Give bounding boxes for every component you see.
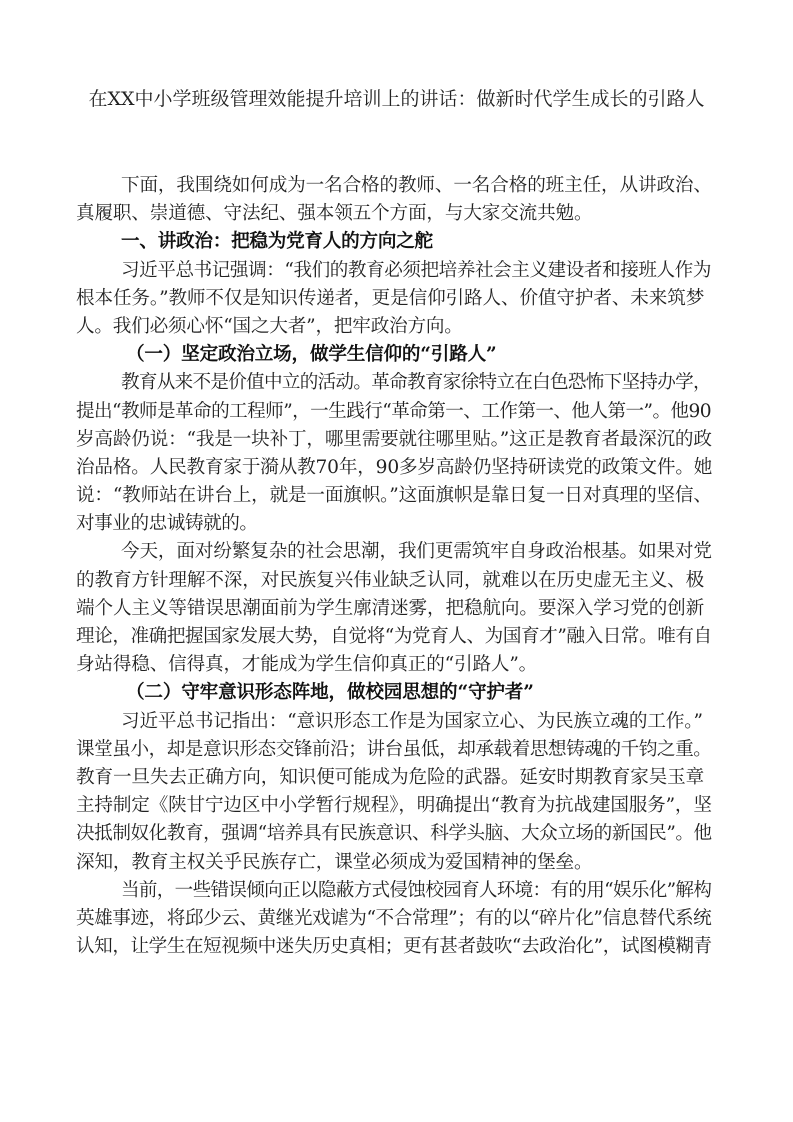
section-heading: 一、讲政治：把稳为党育人的方向之舵 — [121, 231, 433, 253]
paragraph-line: 今天，面对纷繁复杂的社会思潮，我们更需筑牢自身政治根基。如果对党 — [121, 541, 712, 563]
paragraph-line: 的教育方针理解不深，对民族复兴伟业缺乏认同，就难以在历史虚无主义、极 — [76, 569, 705, 591]
paragraph-line: 英雄事迹，将邱少云、黄继光戏谑为“不合常理”；有的以“碎片化”信息替代系统 — [76, 907, 712, 929]
subsection-heading: （一）坚定政治立场，做学生信仰的“引路人” — [126, 344, 497, 366]
paragraph-line: 提出“教师是革命的工程师”，一生践行“革命第一、工作第一、他人第一”。他90 — [76, 400, 712, 422]
paragraph-line: 深知，教育主权关乎民族存亡，课堂必须成为爱国精神的堡垒。 — [76, 851, 593, 873]
subsection-heading: （二）守牢意识形态阵地，做校园思想的“守护者” — [126, 682, 534, 704]
paragraph-line: 根本任务。”教师不仅是知识传递者，更是信仰引路人、价值守护者、未来筑梦 — [76, 287, 705, 309]
paragraph-line: 岁高龄仍说：“我是一块补丁，哪里需要就往哪里贴。”这正是教育者最深沉的政 — [76, 428, 712, 450]
paragraph-line: 当前，一些错误倾向正以隐蔽方式侵蚀校园育人环境：有的用“娱乐化”解构 — [121, 879, 712, 901]
paragraph-line: 说：“教师站在讲台上，就是一面旗帜。”这面旗帜是靠日复一日对真理的坚信、 — [76, 485, 712, 507]
paragraph-line: 习近平总书记指出：“意识形态工作是为国家立心、为民族立魂的工作。” — [121, 710, 703, 732]
document-title: 在XX中小学班级管理效能提升培训上的讲话：做新时代学生成长的引路人 — [88, 88, 705, 110]
document-body — [76, 172, 716, 961]
paragraph-line: 教育从来不是价值中立的活动。革命教育家徐特立在白色恐怖下坚持办学， — [121, 372, 711, 394]
paragraph-line: 下面，我围绕如何成为一名合格的教师、一名合格的班主任，从讲政治、 — [121, 175, 712, 196]
paragraph-line: 真履职、崇道德、守法纪、强本领五个方面，与大家交流共勉。 — [76, 203, 593, 225]
paragraph-line: 课堂虽小，却是意识形态交锋前沿；讲台虽低，却承载着思想铸魂的千钧之重。 — [76, 738, 712, 760]
paragraph-line: 身站得稳、信得真，才能成为学生信仰真正的“引路人”。 — [76, 654, 538, 676]
paragraph-line: 习近平总书记强调：“我们的教育必须把培养社会主义建设者和接班人作为 — [121, 259, 711, 281]
paragraph-line: 决抵制奴化教育，强调“培养具有民族意识、科学头脑、大众立场的新国民”。他 — [76, 823, 712, 845]
paragraph-line: 主持制定《陕甘宁边区中小学暂行规程》，明确提出“教育为抗战建国服务”，坚 — [76, 795, 712, 817]
paragraph-line: 治品格。人民教育家于漪从教70年，90多岁高龄仍坚持研读党的政策文件。她 — [76, 456, 713, 478]
paragraph-line: 人。我们必须心怀“国之大者”，把牢政治方向。 — [76, 315, 463, 337]
paragraph-line: 端个人主义等错误思潮面前为学生廓清迷雾，把稳航向。要深入学习党的创新 — [76, 597, 705, 619]
paragraph-line: 对事业的忠诚铸就的。 — [76, 513, 258, 535]
paragraph-line: 认知，让学生在短视频中迷失历史真相；更有甚者鼓吹“去政治化”，试图模糊青 — [76, 936, 712, 958]
paragraph-line: 理论，准确把握国家发展大势，自觉将“为党育人、为国育才”融入日常。唯有自 — [76, 626, 712, 647]
paragraph-line: 教育一旦失去正确方向，知识便可能成为危险的武器。延安时期教育家吴玉章 — [76, 766, 705, 788]
